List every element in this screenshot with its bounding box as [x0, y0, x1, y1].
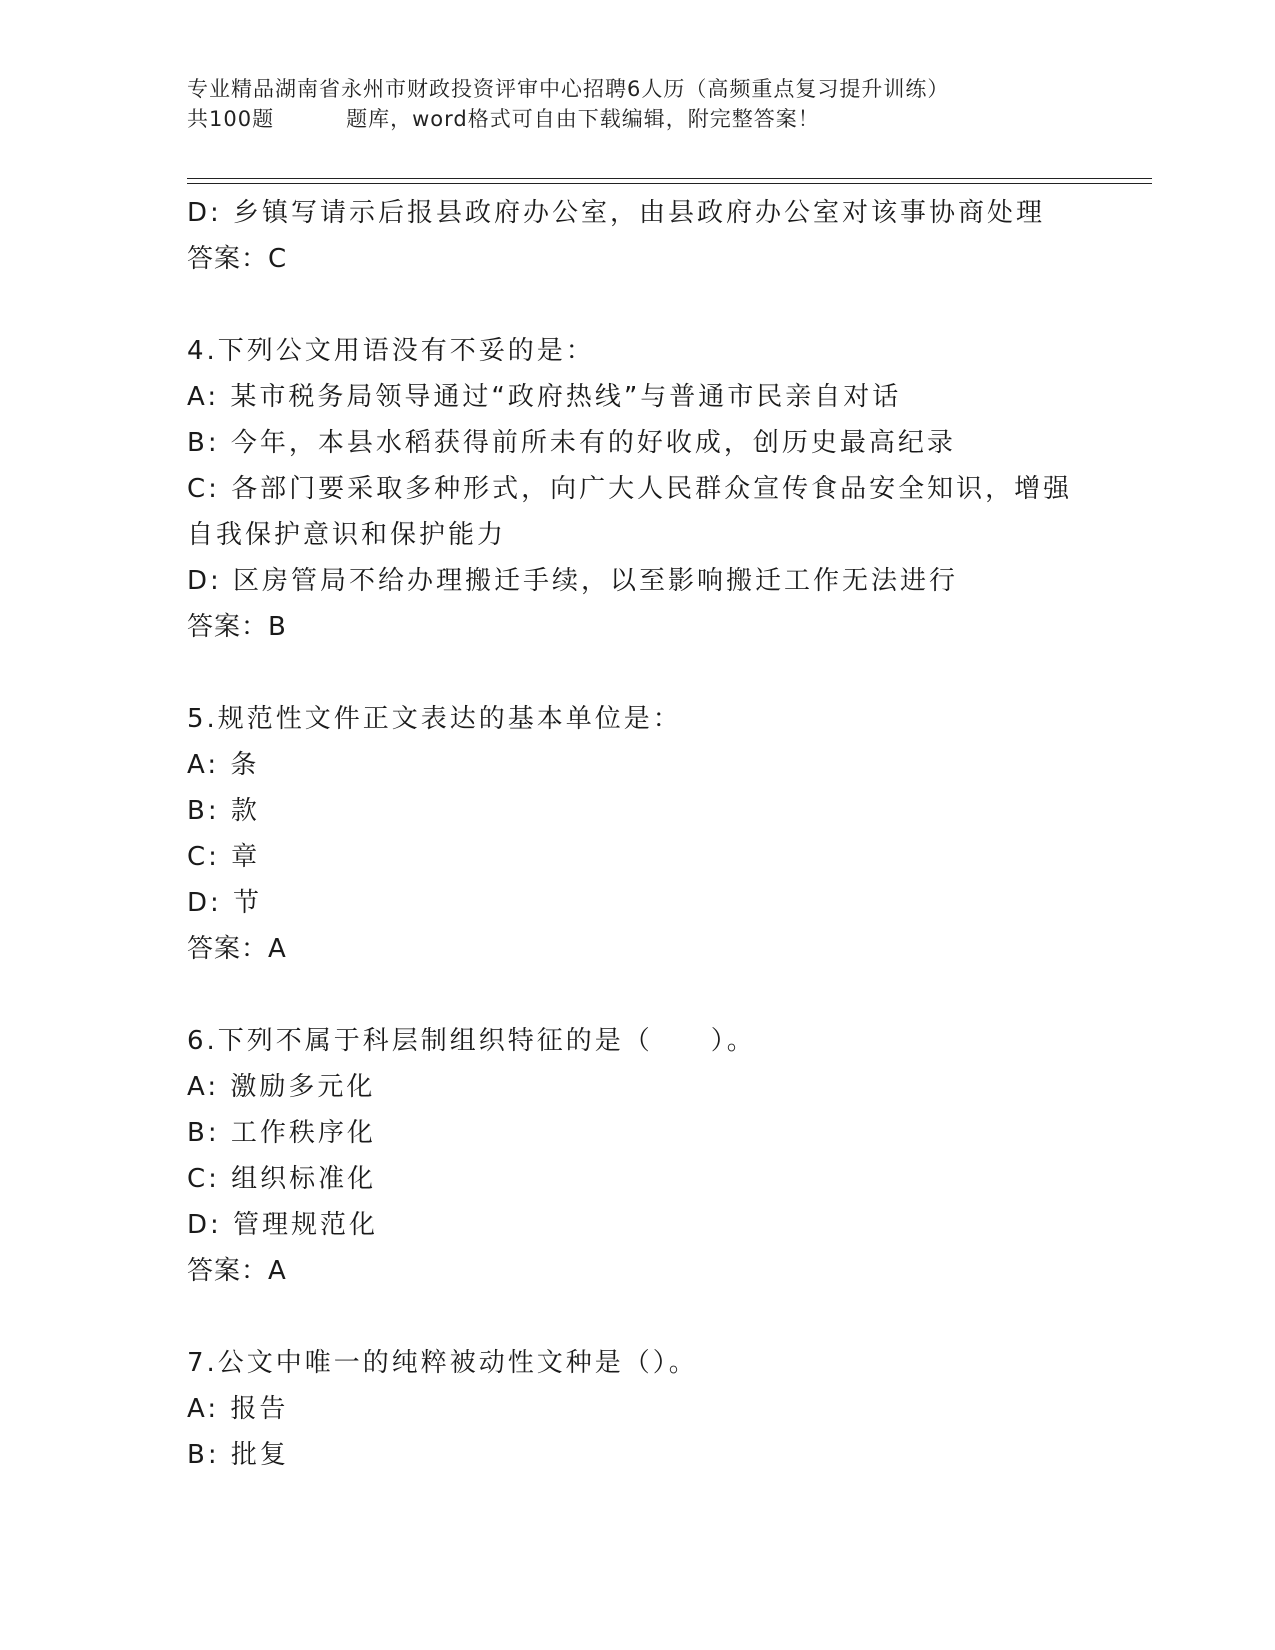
- block-spacer: [187, 282, 1087, 328]
- question-line: D: 管理规范化: [187, 1210, 379, 1240]
- question-line: 自我保护意识和保护能力: [187, 520, 507, 550]
- question-line: 7.公文中唯一的纯粹被动性文种是（）。: [187, 1348, 698, 1378]
- header-subtitle: [187, 104, 1087, 134]
- block-spacer: [187, 650, 1087, 696]
- question-line: D: 乡镇写请示后报县政府办公室，由县政府办公室对该事协商处理: [187, 198, 1046, 228]
- question-line: B: 今年，本县水稻获得前所未有的好收成，创历史最高纪录: [187, 428, 956, 458]
- header-subtitle-left: 共100题: [187, 107, 275, 131]
- question-line: D: 节: [187, 888, 263, 918]
- answer-line: 答案：B: [187, 612, 287, 642]
- answer-line: 答案：A: [187, 1256, 287, 1286]
- question-line: A: 条: [187, 750, 260, 780]
- question-line: B: 工作秩序化: [187, 1118, 376, 1148]
- question-line: A: 激励多元化: [187, 1072, 376, 1102]
- header-divider-bottom: [187, 183, 1152, 184]
- question-line: A: 报告: [187, 1394, 289, 1424]
- question-line: B: 款: [187, 796, 260, 826]
- question-line: D: 区房管局不给办理搬迁手续，以至影响搬迁工作无法进行: [187, 566, 959, 596]
- question-line: C: 各部门要采取多种形式，向广大人民群众宣传食品安全知识，增强: [187, 474, 1073, 504]
- question-line: 4.下列公文用语没有不妥的是：: [187, 336, 595, 366]
- question-line: C: 组织标准化: [187, 1164, 377, 1194]
- question-list: [187, 190, 1087, 1478]
- question-line: B: 批复: [187, 1440, 289, 1470]
- block-spacer: [187, 1294, 1087, 1340]
- header-divider-top: [187, 178, 1152, 179]
- block-spacer: [187, 972, 1087, 1018]
- question-line: A: 某市税务局领导通过“政府热线”与普通市民亲自对话: [187, 382, 902, 412]
- question-line: 6.下列不属于科层制组织特征的是（ ）。: [187, 1026, 756, 1056]
- question-line: C: 章: [187, 842, 261, 872]
- answer-line: 答案：A: [187, 934, 287, 964]
- document-header: [187, 74, 1087, 134]
- header-title: 专业精品湖南省永州市财政投资评审中心招聘6人历（高频重点复习提升训练）: [187, 77, 950, 101]
- answer-line: 答案：C: [187, 244, 288, 274]
- question-line: 5.规范性文件正文表达的基本单位是：: [187, 704, 682, 734]
- header-subtitle-right: 题库，word格式可自由下载编辑，附完整答案！: [346, 107, 820, 131]
